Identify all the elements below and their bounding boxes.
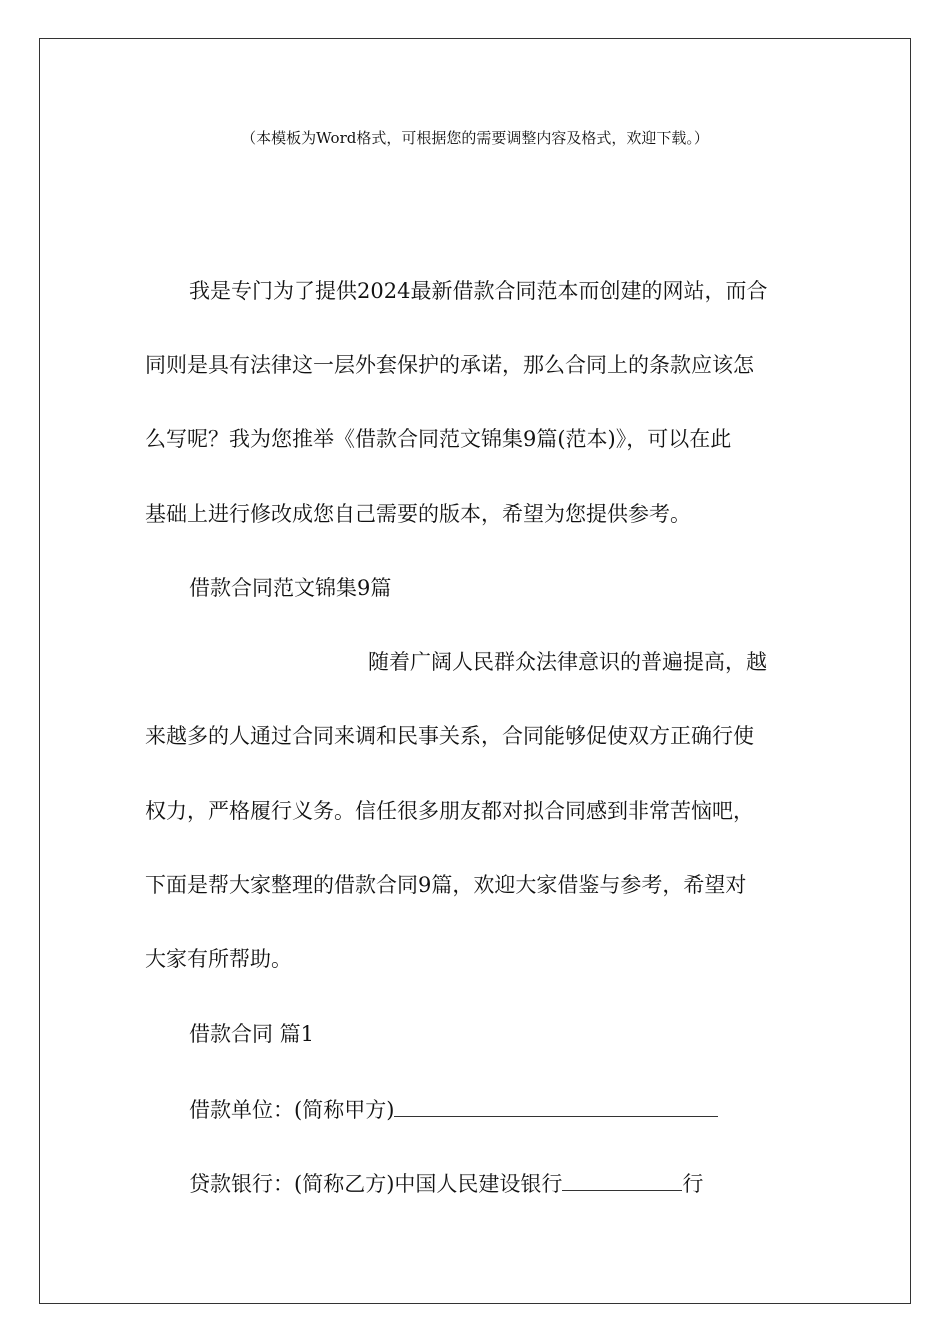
borrower-blank-field[interactable]: [394, 1094, 718, 1117]
paragraph-line-2: 同则是具有法律这一层外套保护的承诺，那么合同上的条款应该怎: [145, 353, 754, 377]
intro-line-4: 下面是帮大家整理的借款合同9篇，欢迎大家借鉴与参考，希望对: [145, 873, 747, 897]
lender-line: [189, 1168, 703, 1198]
intro-line-1: 随着广阔人民群众法律意识的普遍提高，越: [368, 650, 767, 674]
lender-branch-blank-field[interactable]: [562, 1168, 682, 1191]
borrower-label: 借款单位：(简称甲方): [189, 1098, 395, 1122]
paragraph-line-4: 基础上进行修改成您自己需要的版本，希望为您提供参考。: [145, 502, 691, 526]
paragraph-line-3: 么写呢？我为您推举《借款合同范文锦集9篇(范本)》，可以在此: [145, 427, 732, 451]
intro-line-3: 权力，严格履行义务。信任很多朋友都对拟合同感到非常苦恼吧，: [145, 799, 754, 823]
paragraph-line-1: 我是专门为了提供2024最新借款合同范本而创建的网站，而合: [189, 279, 768, 303]
section-title: 借款合同范文锦集9篇: [189, 576, 392, 600]
lender-label: 贷款银行：(简称乙方)中国人民建设银行: [189, 1172, 563, 1196]
borrower-line: [189, 1094, 718, 1124]
template-note: （本模板为Word格式，可根据您的需要调整内容及格式，欢迎下载。）: [241, 129, 709, 147]
intro-line-5: 大家有所帮助。: [145, 947, 292, 971]
intro-line-2: 来越多的人通过合同来调和民事关系，合同能够促使双方正确行使: [145, 724, 754, 748]
contract-heading: 借款合同 篇1: [189, 1022, 315, 1046]
lender-suffix: 行: [682, 1172, 704, 1196]
